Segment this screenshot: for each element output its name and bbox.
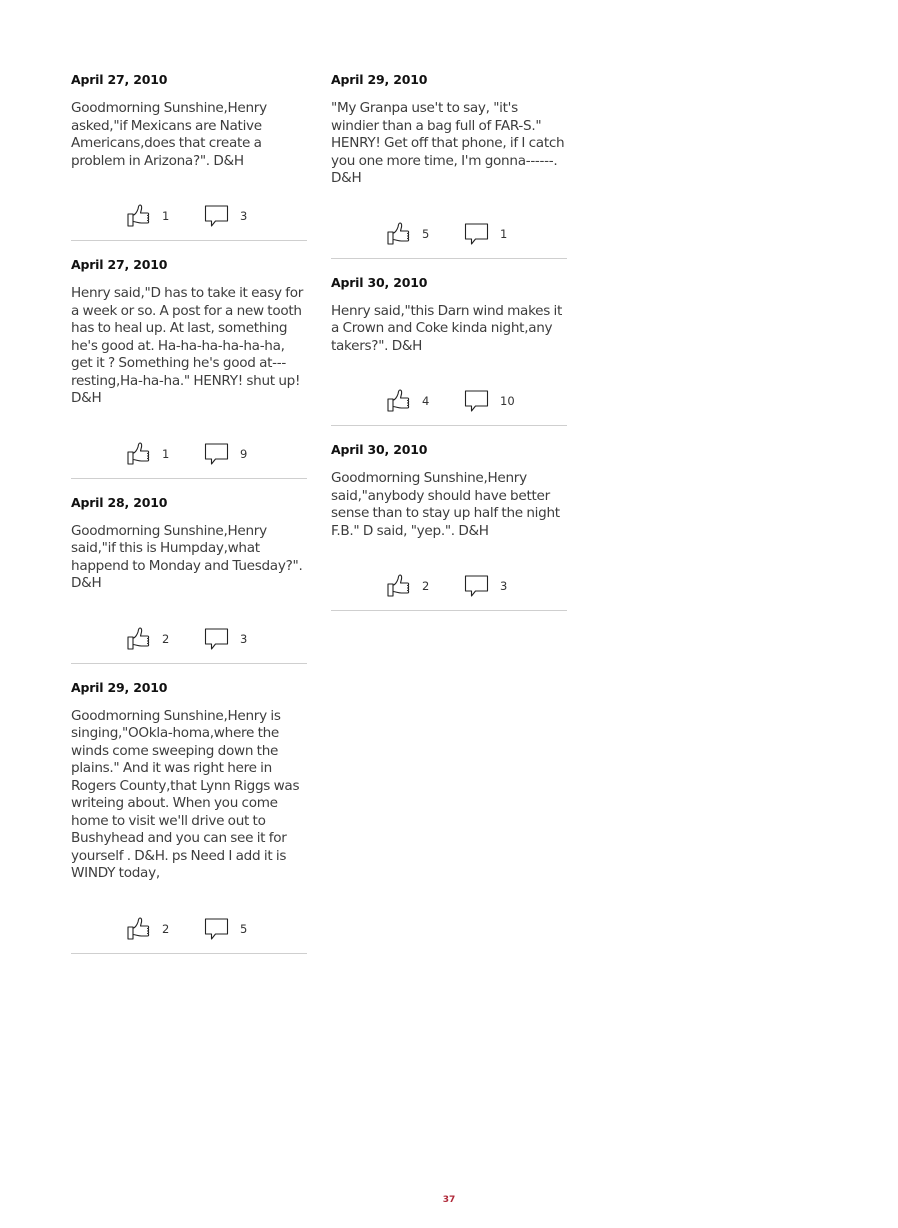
thumbs-up-icon (386, 221, 412, 247)
comment-count: 9 (240, 446, 248, 461)
speech-bubble-icon (464, 221, 490, 247)
like-button[interactable] (386, 388, 429, 414)
post-date: April 28, 2010 (71, 494, 168, 510)
post-date: April 30, 2010 (331, 442, 428, 457)
comment-button[interactable] (204, 203, 247, 229)
divider (71, 240, 307, 241)
post-text: Henry said,"this Darn wind makes it a Crown and Coke kinda night,any takers?". D&H (331, 302, 563, 354)
comment-count: 10 (500, 394, 515, 408)
post (331, 70, 567, 259)
like-count: 5 (422, 226, 430, 241)
post (71, 493, 307, 664)
post-actions (331, 388, 567, 416)
post-actions (71, 441, 307, 469)
comment-button[interactable] (204, 441, 247, 467)
post-text: "My Granpa use't to say, "it's windier than a bag full of FAR-S." HENRY! Get off that phone, if I catch you one more time, I'm gonna------. D&H (331, 100, 565, 186)
like-count: 2 (422, 579, 430, 593)
comment-button[interactable] (464, 573, 507, 599)
post-date: April 27, 2010 (71, 257, 168, 272)
post-actions (331, 221, 567, 249)
speech-bubble-icon (204, 626, 230, 652)
post (71, 70, 307, 241)
comment-count: 1 (500, 226, 508, 241)
post-text: Goodmorning Sunshine,Henry said,"if this is Humpday,what happend to Monday and Tuesday?". D&H (71, 522, 303, 591)
post-text: Goodmorning Sunshine,Henry is singing,"OOkla-homa,where the winds come sweeping down the plains." And it was right here in Rogers County,that Lynn Riggs was writeing about. When you come home to visit we'll drive out to Bushyhead and you can see it for yourself . D&H. ps Need I add it is WINDY today, (71, 707, 300, 881)
speech-bubble-icon (204, 441, 230, 467)
comment-button[interactable] (464, 221, 507, 247)
post-text: Goodmorning Sunshine,Henry asked,"if Mexicans are Native Americans,does that create a problem in Arizona?". D&H (71, 100, 267, 169)
divider (71, 953, 307, 954)
post-date: April 29, 2010 (331, 72, 428, 87)
divider (331, 425, 567, 426)
post-actions (331, 573, 567, 601)
comment-button[interactable] (204, 626, 247, 652)
post-date: April 30, 2010 (331, 274, 428, 290)
post-actions (71, 626, 307, 654)
like-button[interactable] (126, 203, 169, 229)
post (71, 678, 307, 954)
thumbs-up-icon (386, 388, 412, 414)
post (331, 273, 567, 427)
thumbs-up-icon (126, 203, 152, 229)
speech-bubble-icon (204, 203, 230, 229)
like-count: 1 (162, 446, 170, 461)
comment-count: 5 (240, 921, 248, 936)
comment-count: 3 (240, 631, 248, 646)
divider (71, 663, 307, 664)
post-date: April 29, 2010 (71, 679, 168, 695)
divider (71, 478, 307, 479)
post-actions (71, 203, 307, 231)
thumbs-up-icon (126, 916, 152, 942)
comment-button[interactable] (464, 388, 515, 414)
post-text: Henry said,"D has to take it easy for a week or so. A post for a new tooth has to heal up. At last, something he's good at. Ha-ha-ha-ha-ha-ha, get it ? Something he's good at---resting,Ha-ha-ha." HENRY! shut up! D&H (71, 285, 304, 406)
comment-count: 3 (240, 209, 248, 223)
like-button[interactable] (386, 221, 429, 247)
post-date: April 27, 2010 (71, 72, 168, 87)
page-number: 37 (442, 1195, 456, 1205)
comment-count: 3 (500, 579, 508, 593)
divider (331, 258, 567, 259)
like-count: 2 (162, 631, 170, 646)
post (71, 255, 307, 479)
speech-bubble-icon (204, 916, 230, 942)
speech-bubble-icon (464, 573, 490, 599)
like-button[interactable] (126, 441, 169, 467)
like-count: 4 (422, 394, 430, 408)
post (331, 440, 567, 611)
like-count: 1 (162, 209, 170, 223)
like-button[interactable] (126, 916, 169, 942)
post-text: Goodmorning Sunshine,Henry said,"anybody should have better sense than to stay up half the night F.B." D said, "yep.". D&H (331, 470, 560, 539)
left-column (71, 70, 307, 968)
comment-button[interactable] (204, 916, 247, 942)
like-button[interactable] (126, 626, 169, 652)
like-button[interactable] (386, 573, 429, 599)
thumbs-up-icon (386, 573, 412, 599)
post-actions (71, 916, 307, 944)
thumbs-up-icon (126, 441, 152, 467)
like-count: 2 (162, 921, 170, 936)
thumbs-up-icon (126, 626, 152, 652)
divider (331, 610, 567, 611)
right-column (331, 70, 567, 625)
speech-bubble-icon (464, 388, 490, 414)
